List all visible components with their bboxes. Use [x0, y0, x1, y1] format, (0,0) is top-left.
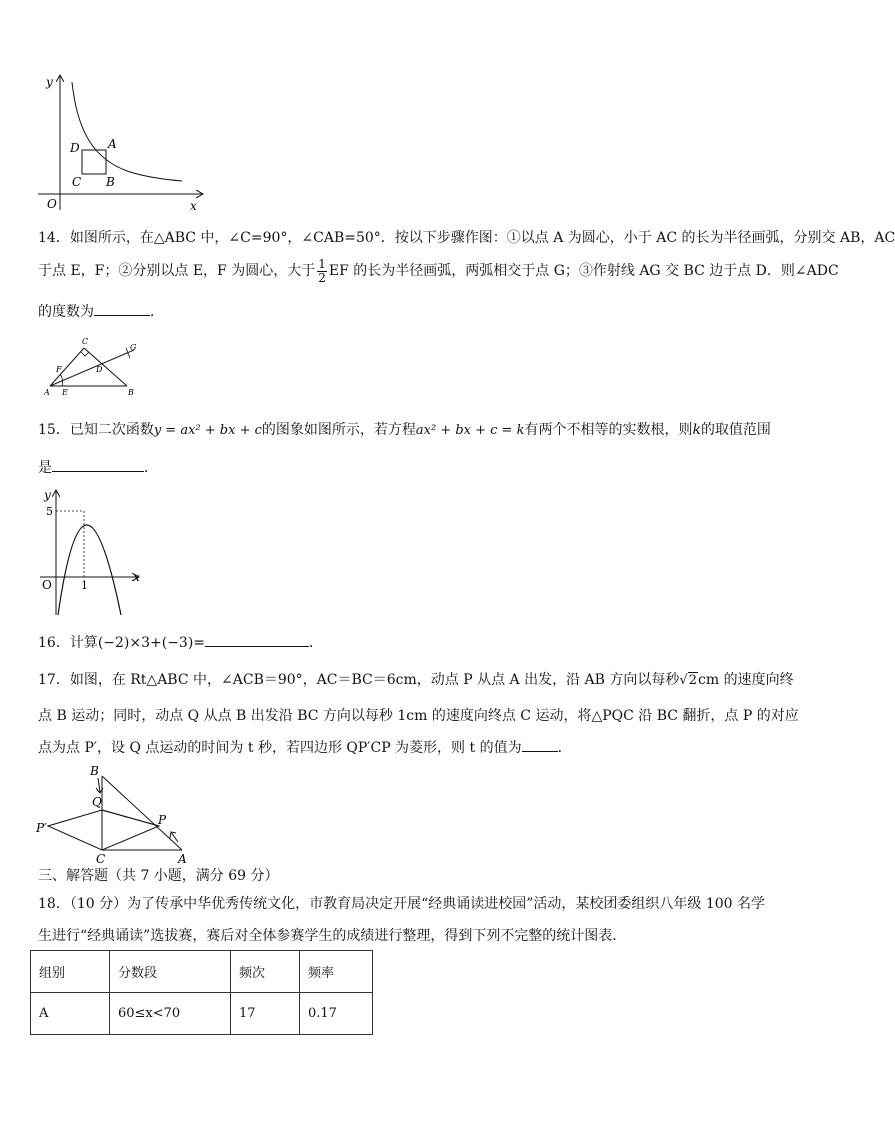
svg-text:A: A: [44, 388, 50, 397]
q14-line2-b: EF 的长为半径画弧，两弧相交于点 G；③作射线 AG 交 BC 边于点 D．则∠ADC: [328, 263, 839, 279]
table-header-cell: 频次: [231, 951, 300, 993]
hyperbola-curve: [72, 82, 182, 181]
table-row: [31, 993, 373, 1035]
q15-line2: 是 ．: [38, 457, 158, 478]
q17-line1: 17．如图，在 Rt△ABC 中，∠ACB＝90°，AC＝BC＝6cm，动点 P 从点 A 出发，沿 AB 方向以每秒√2cm 的速度向终: [38, 670, 794, 691]
label-b: B: [106, 175, 115, 189]
svg-text:C: C: [96, 852, 106, 866]
svg-text:D: D: [96, 365, 103, 374]
svg-text:F: F: [56, 365, 62, 374]
table-header-row: [31, 951, 373, 993]
q17-line3: 点为点 P′，设 Q 点运动的时间为 t 秒，若四边形 QP′CP 为菱形，则 t 的值为 ．: [38, 737, 572, 758]
q16-line: 16．计算(−2)×3+(−3)= ．: [38, 632, 323, 653]
svg-text:B: B: [90, 764, 99, 778]
hyperbola-figure: [30, 70, 210, 215]
svg-text:G: G: [130, 343, 137, 352]
q17-answer-blank[interactable]: [522, 737, 558, 752]
table-header-cell: 分数段: [110, 951, 231, 993]
parabola-curve: [58, 525, 121, 615]
label-a: A: [108, 137, 117, 151]
label-x: x: [190, 199, 197, 213]
svg-text:y: y: [44, 488, 51, 502]
q14-answer-blank[interactable]: [94, 301, 150, 316]
frequency-table: [30, 950, 373, 1035]
svg-text:P: P: [158, 813, 167, 827]
equation-k: ax² + bx + c = k: [415, 423, 525, 438]
q16-answer-blank[interactable]: [205, 632, 309, 647]
q15-line1: 15．已知二次函数y = ax² + bx + c的图象如图所示，若方程ax² + bx + c = k有两个不相等的实数根，则k的取值范围: [38, 422, 771, 438]
parabola-figure: [36, 485, 146, 620]
q18-line2: 生进行“经典诵读”选拔赛，赛后对全体参赛学生的成绩进行整理，得到下列不完整的统计图表．: [38, 928, 627, 944]
label-d: D: [70, 141, 80, 155]
svg-text:x: x: [133, 570, 140, 584]
rhombus-qpcp: [48, 810, 159, 850]
svg-text:P′: P′: [36, 821, 47, 835]
q15-answer-blank[interactable]: [52, 457, 144, 472]
q14-line2-a: 于点 E，F；②分别以点 E，F 为圆心，大于: [38, 263, 316, 279]
q14-line1: 14．如图所示，在△ABC 中，∠C=90°，∠CAB=50°．按以下步骤作图：①以点 A 为圆心，小于 AC 的长为半径画弧，分别交 AB，AC: [38, 230, 895, 246]
q18-line1: 18．（10 分）为了传承中华优秀传统文化，市教育局决定开展“经典诵读进校园”活动，某校团委组织八年级 100 名学: [38, 896, 766, 912]
table-cell: 0.17: [300, 993, 373, 1035]
table-header-cell: 组别: [31, 951, 110, 993]
svg-text:O: O: [42, 578, 52, 592]
q14-line3: 的度数为 ．: [38, 301, 164, 322]
rhombus-figure: [34, 762, 196, 866]
label-y: y: [46, 75, 53, 89]
svg-text:Q: Q: [92, 795, 102, 809]
svg-text:5: 5: [46, 505, 53, 518]
svg-text:C: C: [82, 337, 89, 346]
label-o: O: [47, 197, 57, 211]
table-header-cell: 频率: [300, 951, 373, 993]
section-3-heading: 三、解答题（共 7 小题，满分 69 分）: [38, 868, 279, 884]
one-half-fraction: $\frac{1}{2}$: [318, 256, 326, 285]
quadratic-equation: y = ax² + bx + c: [153, 423, 262, 438]
q17-line2: 点 B 运动；同时，动点 Q 从点 B 出发沿 BC 方向以每秒 1cm 的速度向终点 C 运动，将△PQC 沿 BC 翻折，点 P 的对应: [38, 708, 799, 724]
triangle-abc-figure: [42, 334, 157, 398]
svg-text:E: E: [62, 388, 68, 397]
svg-text:B: B: [128, 388, 134, 397]
square-abcd: [82, 150, 106, 174]
table-cell: 60≤x<70: [110, 993, 231, 1035]
table-cell: 17: [231, 993, 300, 1035]
q14-line2: [38, 254, 839, 288]
svg-text:1: 1: [81, 579, 88, 592]
table-cell: A: [31, 993, 110, 1035]
sqrt-2: √2: [679, 673, 697, 688]
svg-text:A: A: [178, 852, 187, 866]
label-c: C: [72, 175, 82, 189]
